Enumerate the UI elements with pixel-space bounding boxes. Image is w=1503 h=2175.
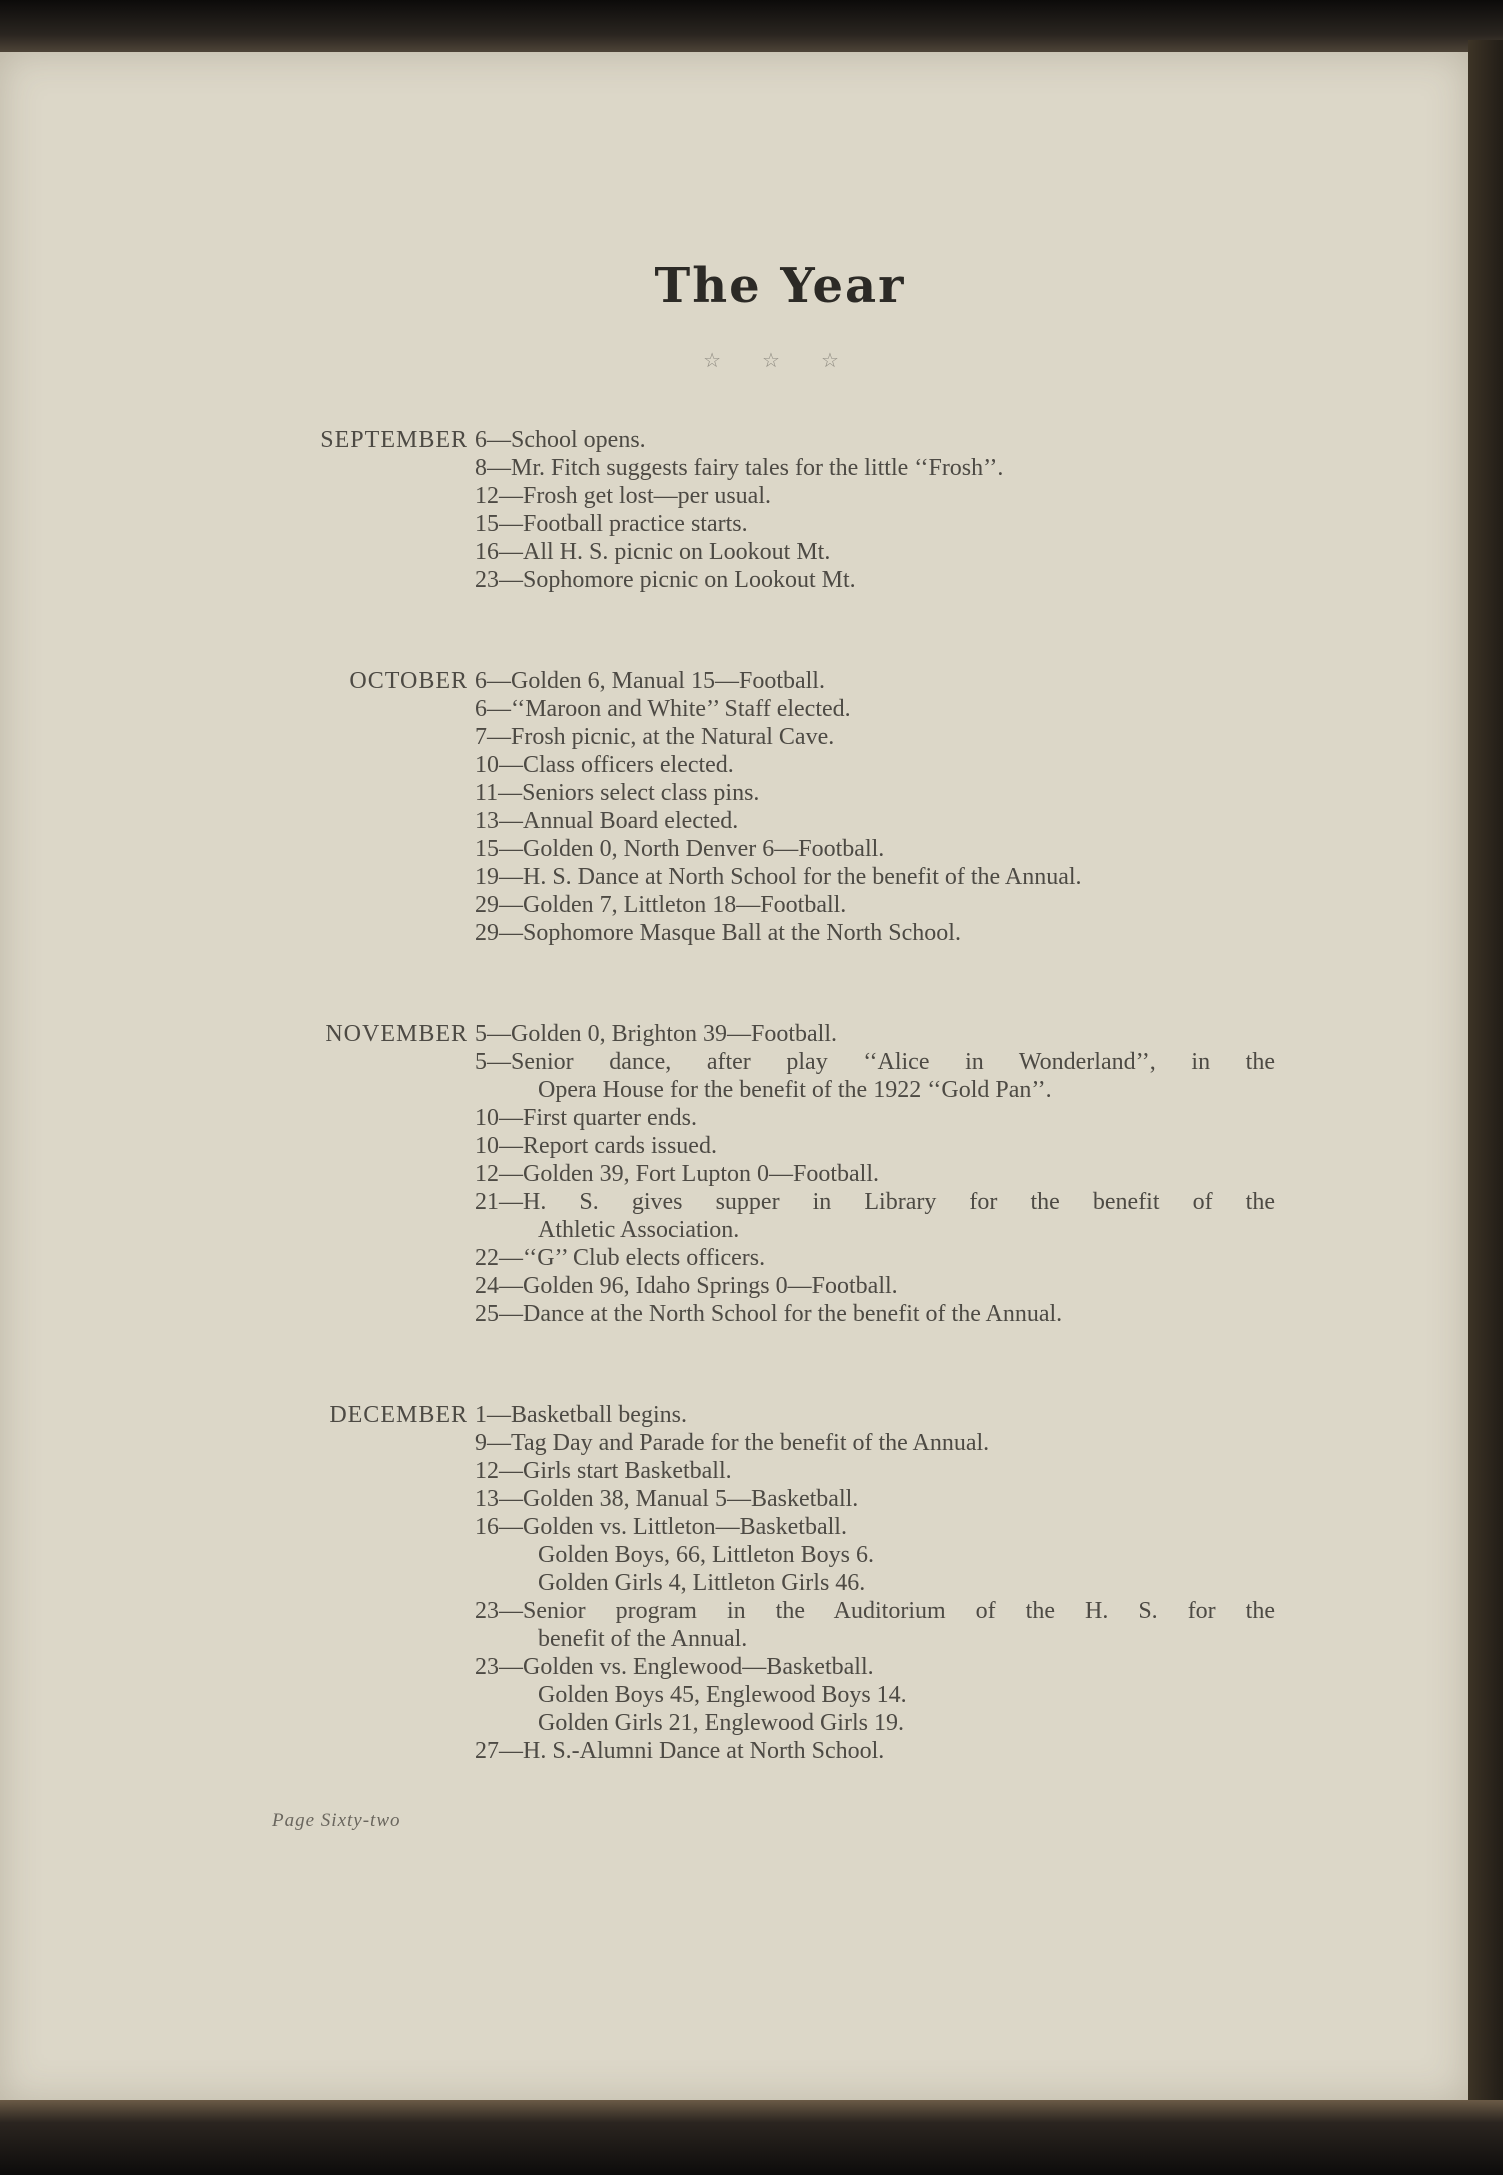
calendar-entry: 27—H. S.-Alumni Dance at North School. — [475, 1738, 885, 1764]
calendar-entry: 5—Golden 0, Brighton 39—Football. — [475, 1021, 837, 1047]
page-number: Page Sixty-two — [272, 1810, 401, 1831]
calendar-entry: 16—Golden vs. Littleton—Basketball. — [475, 1514, 847, 1540]
calendar-entry: 23—Sophomore picnic on Lookout Mt. — [475, 567, 856, 593]
calendar-entry: 12—Girls start Basketball. — [475, 1458, 732, 1484]
calendar-entry: 6—Golden 6, Manual 15—Football. — [475, 668, 825, 694]
calendar-entry: 10—First quarter ends. — [475, 1105, 697, 1131]
calendar-entry: 6—‘‘Maroon and White’’ Staff elected. — [475, 696, 851, 722]
calendar-entry: 12—Frosh get lost—per usual. — [475, 483, 771, 509]
page-title: The Year — [654, 258, 906, 314]
month-heading-december: DECEMBER — [329, 1402, 468, 1428]
month-heading-september: SEPTEMBER — [320, 427, 468, 453]
calendar-entry: 25—Dance at the North School for the benefit of the Annual. — [475, 1301, 1063, 1327]
calendar-entry: 13—Annual Board elected. — [475, 808, 739, 834]
star-ornament: ☆ ☆ ☆ — [703, 350, 857, 372]
calendar-entry-continued: benefit of the Annual. — [538, 1626, 748, 1652]
calendar-entry: 11—Seniors select class pins. — [475, 780, 760, 806]
calendar-entry-continued: Athletic Association. — [538, 1217, 740, 1243]
calendar-entry: 29—Golden 7, Littleton 18—Football. — [475, 892, 847, 918]
calendar-entry: 24—Golden 96, Idaho Springs 0—Football. — [475, 1273, 898, 1299]
calendar-entry-continued: Golden Boys 45, Englewood Boys 14. — [538, 1682, 907, 1708]
calendar-entry-continued: Golden Girls 4, Littleton Girls 46. — [538, 1570, 866, 1596]
calendar-entry: 22—‘‘G’’ Club elects officers. — [475, 1245, 766, 1271]
month-heading-october: OCTOBER — [349, 668, 468, 694]
calendar-entry: 13—Golden 38, Manual 5—Basketball. — [475, 1486, 859, 1512]
calendar-entry: 12—Golden 39, Fort Lupton 0—Football. — [475, 1161, 879, 1187]
calendar-entry: 23—Golden vs. Englewood—Basketball. — [475, 1654, 874, 1680]
month-heading-november: NOVEMBER — [325, 1021, 468, 1047]
calendar-entry: 16—All H. S. picnic on Lookout Mt. — [475, 539, 831, 565]
calendar-entry: 9—Tag Day and Parade for the benefit of the Annual. — [475, 1430, 990, 1456]
bottom-edge-shadow — [0, 2100, 1503, 2175]
calendar-entry: 5—Senior dance, after play ‘‘Alice in Wonderland’’, in the — [475, 1049, 1275, 1075]
calendar-entry: 6—School opens. — [475, 427, 646, 453]
calendar-entry-continued: Golden Girls 21, Englewood Girls 19. — [538, 1710, 904, 1736]
calendar-entry: 15—Football practice starts. — [475, 511, 748, 537]
calendar-entry: 29—Sophomore Masque Ball at the North School. — [475, 920, 961, 946]
calendar-entry: 15—Golden 0, North Denver 6—Football. — [475, 836, 885, 862]
calendar-entry: 1—Basketball begins. — [475, 1402, 687, 1428]
calendar-entry-continued: Golden Boys, 66, Littleton Boys 6. — [538, 1542, 874, 1568]
calendar-entry: 8—Mr. Fitch suggests fairy tales for the little ‘‘Frosh’’. — [475, 455, 1004, 481]
calendar-entry: 21—H. S. gives supper in Library for the benefit of the — [475, 1189, 1275, 1215]
calendar-entry: 19—H. S. Dance at North School for the benefit of the Annual. — [475, 864, 1082, 890]
calendar-entry: 10—Report cards issued. — [475, 1133, 717, 1159]
calendar-entry: 10—Class officers elected. — [475, 752, 734, 778]
calendar-entry-continued: Opera House for the benefit of the 1922 ‘‘Gold Pan’’. — [538, 1077, 1052, 1103]
calendar-entry: 23—Senior program in the Auditorium of the H. S. for the — [475, 1598, 1275, 1624]
top-edge-shadow — [0, 0, 1503, 58]
calendar-entry: 7—Frosh picnic, at the Natural Cave. — [475, 724, 835, 750]
